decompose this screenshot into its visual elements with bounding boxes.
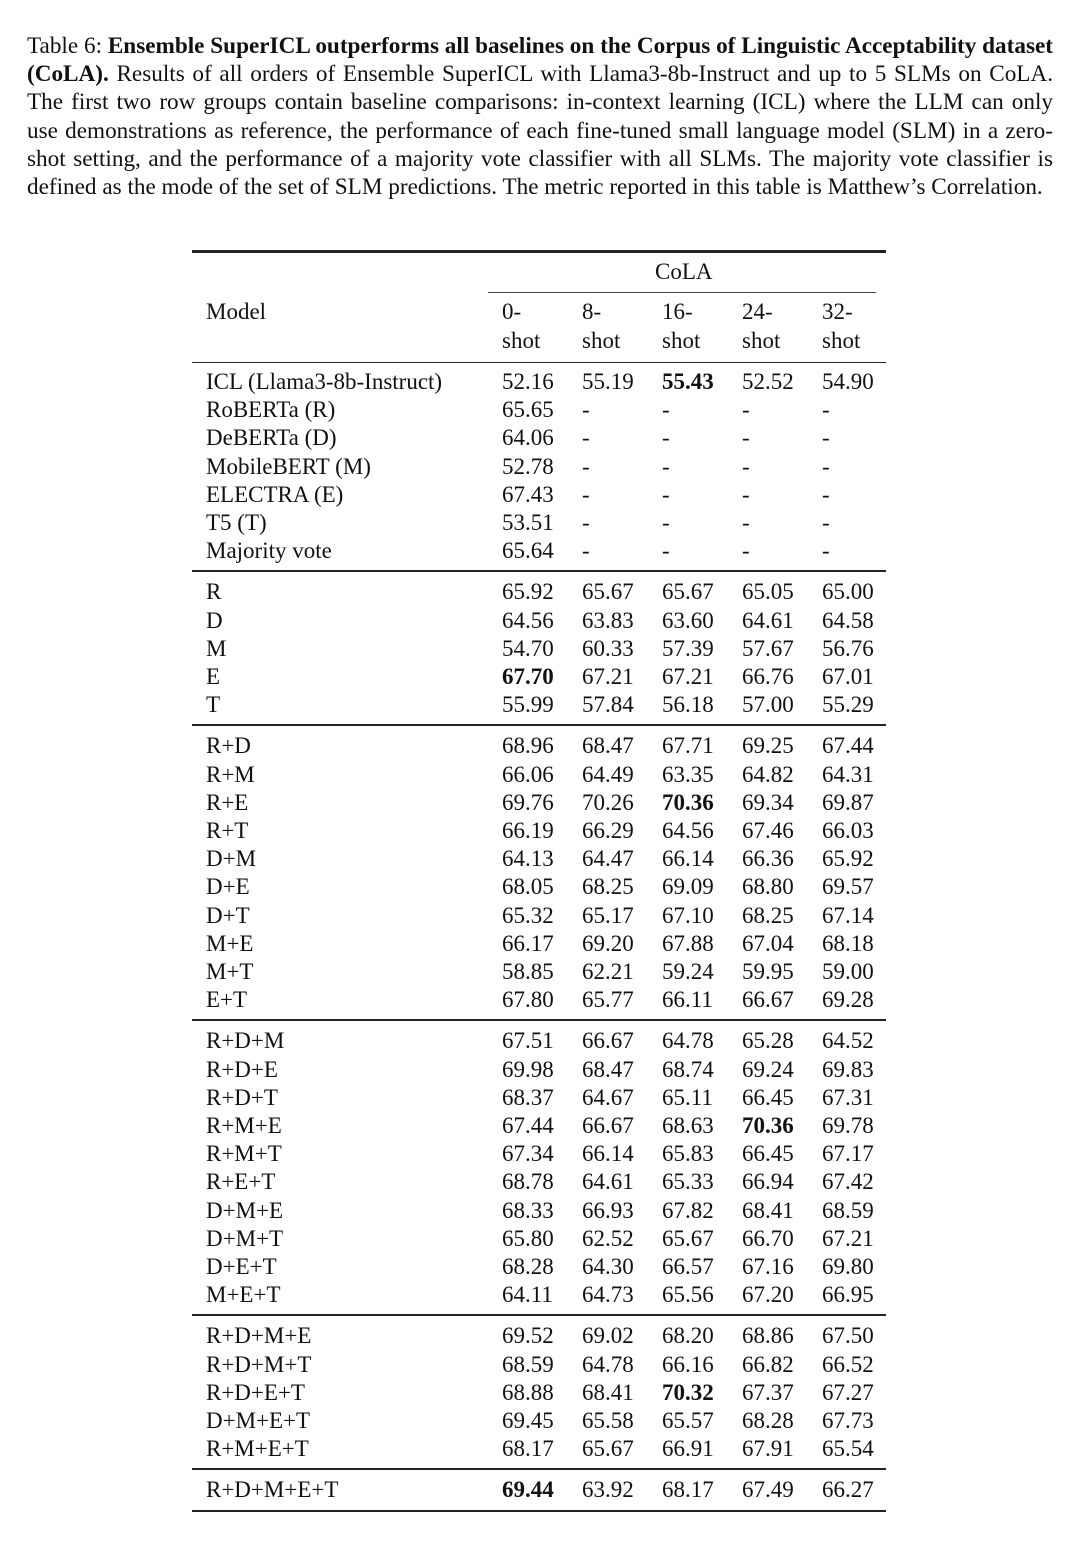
table-cell: 70.32	[662, 1379, 714, 1405]
table-cell: 68.41	[742, 1197, 794, 1223]
row-model-label: T5 (T)	[206, 510, 267, 535]
table-cell: 66.76	[742, 664, 794, 689]
table-cell: 68.63	[662, 1113, 714, 1138]
table-cell: 66.52	[822, 1351, 874, 1377]
table-cell: 67.44	[822, 733, 874, 759]
table-cell: 69.44	[502, 1477, 554, 1503]
table-cell: 66.16	[662, 1351, 714, 1377]
table-cell: -	[822, 425, 830, 451]
table-cell: 67.01	[822, 664, 874, 689]
table-cell: -	[662, 481, 670, 507]
row-model-label: MobileBERT (M)	[206, 453, 371, 479]
table-cell: 65.67	[662, 1225, 714, 1251]
table-cell: 65.77	[582, 987, 634, 1013]
table-cell: 69.45	[502, 1408, 554, 1433]
table-cell: 67.17	[822, 1141, 874, 1167]
table-cell: 66.19	[502, 818, 554, 843]
table-cell: 64.13	[502, 846, 554, 872]
table-cell: 67.42	[822, 1169, 874, 1195]
caption-label: Table 6:	[27, 33, 108, 59]
table-cell: 66.14	[582, 1141, 634, 1167]
table-cell: -	[742, 425, 750, 451]
row-model-label: R+D+E+T	[206, 1379, 305, 1405]
table-cell: 69.57	[822, 874, 874, 900]
table-cell: 67.51	[502, 1028, 554, 1054]
table-cell: 65.57	[662, 1408, 714, 1433]
table-cell: -	[662, 538, 670, 564]
header-rule	[192, 362, 886, 363]
table-cell: 67.21	[582, 664, 634, 689]
table-cell: 64.52	[822, 1028, 874, 1054]
table-cell: -	[582, 538, 590, 564]
table-cell: 69.09	[662, 874, 714, 900]
table-cell: 68.28	[742, 1408, 794, 1433]
table-cell: 66.67	[742, 987, 794, 1013]
table-cell: 57.39	[662, 635, 714, 661]
table-cell: 66.70	[742, 1225, 794, 1251]
row-model-label: R+E	[206, 789, 249, 815]
table-cell: 59.95	[742, 959, 794, 984]
table-cell: -	[742, 510, 750, 535]
table-cell: 69.78	[822, 1113, 874, 1138]
table-cell: 69.76	[502, 789, 554, 815]
table-cell: 64.78	[662, 1028, 714, 1054]
row-model-label: D+M	[206, 846, 257, 872]
table-cell: 64.31	[822, 761, 874, 787]
table-cell: -	[742, 453, 750, 479]
table-cell: 57.67	[742, 635, 794, 661]
table-cell: 67.04	[742, 930, 794, 956]
row-model-label: M+T	[206, 959, 254, 984]
table-cell: 68.74	[662, 1056, 714, 1082]
table-cell: 68.59	[822, 1197, 874, 1223]
row-model-label: R+D+M+E+T	[206, 1477, 339, 1503]
table-cell: 58.85	[502, 959, 554, 984]
table-cell: 66.29	[582, 818, 634, 843]
top-rule	[192, 250, 886, 253]
caption-text: Results of all orders of Ensemble SuperICL with Llama3-8b-Instruct and up to 5 SLMs on CoLA. The first two row groups contain baseline comparisons: in-context learning (ICL) where the LLM can only use demonstrations as reference, the performance of each fine-tuned small language model (SLM) in a zero-shot setting, and the performance of a majority vote classifier with all SLMs. The majority vote classifier is defined as the mode of the set of SLM predictions. The metric reported in this table is Matthew’s Correlation.	[27, 61, 1053, 201]
table-cell: 69.28	[822, 987, 874, 1013]
table-cell: 64.06	[502, 425, 554, 451]
table-cell: 68.28	[502, 1254, 554, 1279]
table-cell: 52.52	[742, 369, 794, 394]
table-cell: 66.91	[662, 1436, 714, 1462]
table-cell: 68.96	[502, 733, 554, 759]
table-cell: 55.19	[582, 369, 634, 394]
table-cell: 65.83	[662, 1141, 714, 1167]
table-cell: 66.67	[582, 1113, 634, 1138]
table-cell: 57.00	[742, 692, 794, 718]
table-cell: 65.64	[502, 538, 554, 564]
table-cell: 55.29	[822, 692, 874, 718]
table-cell: 65.00	[822, 579, 874, 605]
group-rule	[192, 1468, 886, 1469]
table-cell: -	[742, 538, 750, 564]
row-model-label: M	[206, 635, 227, 661]
table-cell: 65.67	[662, 579, 714, 605]
row-model-label: E	[206, 664, 221, 689]
row-model-label: D+M+T	[206, 1225, 284, 1251]
table-cell: 67.50	[822, 1323, 874, 1349]
table-cell: 66.03	[822, 818, 874, 843]
group-rule	[192, 1019, 886, 1020]
shot-header-0-0: 0-	[502, 299, 522, 324]
dataset-header: CoLA	[655, 259, 713, 284]
table-cell: -	[822, 538, 830, 564]
table-cell: 64.47	[582, 846, 634, 872]
table-cell: 69.80	[822, 1254, 874, 1279]
shot-header-0-1: shot	[502, 327, 541, 353]
table-cell: -	[662, 425, 670, 451]
table-cell: 64.58	[822, 607, 874, 633]
table-cell: 70.36	[742, 1113, 794, 1138]
row-model-label: R+M+E	[206, 1113, 282, 1138]
table-cell: 67.37	[742, 1379, 794, 1405]
table-cell: 52.78	[502, 453, 554, 479]
table-cell: 65.92	[822, 846, 874, 872]
table-cell: -	[822, 510, 830, 535]
table-cell: 68.05	[502, 874, 554, 900]
row-model-label: R+E+T	[206, 1169, 276, 1195]
table-cell: 67.27	[822, 1379, 874, 1405]
table-cell: 68.25	[582, 874, 634, 900]
table-cell: 67.80	[502, 987, 554, 1013]
row-model-label: R+D+M+E	[206, 1323, 312, 1349]
table-cell: 63.83	[582, 607, 634, 633]
table-cell: -	[742, 397, 750, 423]
group-rule	[192, 724, 886, 725]
table-cell: 65.92	[502, 579, 554, 605]
table-cell: 66.82	[742, 1351, 794, 1377]
table-cell: 67.16	[742, 1254, 794, 1279]
table-cell: 65.54	[822, 1436, 874, 1462]
row-model-label: RoBERTa (R)	[206, 397, 336, 423]
table-cell: 65.17	[582, 902, 634, 928]
row-model-label: ICL (Llama3-8b-Instruct)	[206, 369, 443, 394]
table-cell: -	[582, 425, 590, 451]
row-model-label: E+T	[206, 987, 248, 1013]
row-model-label: R+M+T	[206, 1141, 282, 1167]
table-cell: 66.93	[582, 1197, 634, 1223]
shot-header-2-0: 16-	[662, 299, 693, 324]
table-cell: 63.60	[662, 607, 714, 633]
table-cell: 67.91	[742, 1436, 794, 1462]
table-cell: 68.41	[582, 1379, 634, 1405]
table-cell: 68.88	[502, 1379, 554, 1405]
row-model-label: Majority vote	[206, 538, 332, 564]
group-rule	[192, 570, 886, 571]
table-cell: 66.45	[742, 1084, 794, 1110]
table-cell: 65.65	[502, 397, 554, 423]
table-cell: 66.11	[662, 987, 713, 1013]
table-cell: 57.84	[582, 692, 634, 718]
table-cell: 67.34	[502, 1141, 554, 1167]
table-cell: 69.24	[742, 1056, 794, 1082]
table-cell: 66.67	[582, 1028, 634, 1054]
caption-bold-title: Ensemble SuperICL outperforms all baselines on the Corpus of Linguistic Acceptability dataset (CoLA).	[27, 33, 1054, 88]
table-cell: 69.25	[742, 733, 794, 759]
table-cell: 65.67	[582, 1436, 634, 1462]
shot-header-1-0: 8-	[582, 299, 602, 324]
row-model-label: R+D+T	[206, 1084, 278, 1110]
table-cell: -	[582, 397, 590, 423]
table-cell: 66.57	[662, 1254, 714, 1279]
table-cell: 65.58	[582, 1408, 634, 1433]
shot-header-2-1: shot	[662, 327, 701, 353]
table-cell: 67.70	[502, 664, 554, 689]
row-model-label: D+E+T	[206, 1254, 277, 1279]
table-cell: -	[742, 481, 750, 507]
table-cell: 67.21	[662, 664, 714, 689]
table-cell: 67.43	[502, 481, 554, 507]
table-cell: 68.78	[502, 1169, 554, 1195]
table-cell: 64.56	[502, 607, 554, 633]
table-caption	[27, 32, 1053, 201]
table-cell: 68.17	[502, 1436, 554, 1462]
table-cell: 68.59	[502, 1351, 554, 1377]
shot-header-4-1: shot	[822, 327, 861, 353]
table-cell: 59.24	[662, 959, 714, 984]
table-cell: 67.21	[822, 1225, 874, 1251]
table-cell: 63.92	[582, 1477, 634, 1503]
table-cell: 68.80	[742, 874, 794, 900]
table-cell: 66.36	[742, 846, 794, 872]
table-cell: 65.32	[502, 902, 554, 928]
table-cell: -	[582, 453, 590, 479]
table-cell: 62.21	[582, 959, 634, 984]
table-cell: 67.82	[662, 1197, 714, 1223]
row-model-label: R+D+M	[206, 1028, 285, 1054]
table-cell: 64.61	[742, 607, 794, 633]
table-cell: 66.17	[502, 930, 554, 956]
table-cell: 66.27	[822, 1477, 874, 1503]
table-cell: 67.73	[822, 1408, 874, 1433]
row-model-label: R+D+E	[206, 1056, 278, 1082]
row-model-label: D	[206, 607, 223, 633]
table-cell: 68.37	[502, 1084, 554, 1110]
table-cell: 65.05	[742, 579, 794, 605]
table-cell: 56.18	[662, 692, 714, 718]
model-header: Model	[206, 299, 267, 324]
table-cell: 67.20	[742, 1282, 794, 1308]
table-cell: 68.47	[582, 733, 634, 759]
table-cell: 64.61	[582, 1169, 634, 1195]
table-cell: 55.43	[662, 369, 714, 394]
row-model-label: D+T	[206, 902, 250, 928]
table-cell: -	[662, 453, 670, 479]
table-cell: 66.45	[742, 1141, 794, 1167]
table-cell: 66.95	[822, 1282, 874, 1308]
table-cell: -	[662, 397, 670, 423]
table-cell: 68.17	[662, 1477, 714, 1503]
table-cell: 64.30	[582, 1254, 634, 1279]
table-cell: 64.11	[502, 1282, 553, 1308]
table-cell: 70.36	[662, 789, 714, 815]
row-model-label: D+M+E+T	[206, 1408, 311, 1433]
table-cell: 67.14	[822, 902, 874, 928]
table-cell: -	[822, 481, 830, 507]
table-cell: 68.33	[502, 1197, 554, 1223]
table-cell: 69.83	[822, 1056, 874, 1082]
table-cell: -	[582, 481, 590, 507]
table-cell: 65.33	[662, 1169, 714, 1195]
table-cell: 55.99	[502, 692, 554, 718]
table-cell: 65.28	[742, 1028, 794, 1054]
row-model-label: R	[206, 579, 222, 605]
table-cell: 69.02	[582, 1323, 634, 1349]
table-cell: -	[822, 397, 830, 423]
table-cell: 67.49	[742, 1477, 794, 1503]
table-cell: 67.10	[662, 902, 714, 928]
table-cell: 68.18	[822, 930, 874, 956]
table-cell: 64.56	[662, 818, 714, 843]
row-model-label: DeBERTa (D)	[206, 425, 337, 451]
table-cell: 69.52	[502, 1323, 554, 1349]
table-cell: 67.44	[502, 1113, 554, 1138]
shot-header-3-1: shot	[742, 327, 781, 353]
table-cell: 69.20	[582, 930, 634, 956]
row-model-label: ELECTRA (E)	[206, 481, 344, 507]
table-cell: 53.51	[502, 510, 554, 535]
table-cell: 64.82	[742, 761, 794, 787]
dataset-cmidrule	[488, 292, 876, 293]
table-cell: -	[822, 453, 830, 479]
table-cell: 68.86	[742, 1323, 794, 1349]
row-model-label: T	[206, 692, 221, 718]
row-model-label: R+D+M+T	[206, 1351, 312, 1377]
table-cell: 59.00	[822, 959, 874, 984]
row-model-label: D+E	[206, 874, 250, 900]
shot-header-4-0: 32-	[822, 299, 853, 324]
table-cell: 68.47	[582, 1056, 634, 1082]
table-cell: 64.73	[582, 1282, 634, 1308]
table-cell: 60.33	[582, 635, 634, 661]
shot-header-3-0: 24-	[742, 299, 773, 324]
table-cell: 65.80	[502, 1225, 554, 1251]
row-model-label: R+M+E+T	[206, 1436, 309, 1462]
table-cell: 67.46	[742, 818, 794, 843]
table-cell: 54.70	[502, 635, 554, 661]
row-model-label: M+E+T	[206, 1282, 281, 1308]
shot-header-1-1: shot	[582, 327, 621, 353]
table-cell: 64.67	[582, 1084, 634, 1110]
table-cell: 68.25	[742, 902, 794, 928]
table-cell: 62.52	[582, 1225, 634, 1251]
row-model-label: M+E	[206, 930, 254, 956]
row-model-label: R+M	[206, 761, 255, 787]
table-cell: 67.88	[662, 930, 714, 956]
table-cell: 56.76	[822, 635, 874, 661]
table-cell: 69.34	[742, 789, 794, 815]
table-cell: 65.56	[662, 1282, 714, 1308]
table-cell: 63.35	[662, 761, 714, 787]
table-cell: 52.16	[502, 369, 554, 394]
table-cell: -	[662, 510, 670, 535]
table-cell: 66.94	[742, 1169, 794, 1195]
table-cell: 54.90	[822, 369, 874, 394]
table-cell: 67.31	[822, 1084, 874, 1110]
row-model-label: D+M+E	[206, 1197, 284, 1223]
bottom-rule	[192, 1510, 886, 1513]
group-rule	[192, 1314, 886, 1315]
table-cell: 70.26	[582, 789, 634, 815]
table-cell: 65.67	[582, 579, 634, 605]
table-cell: 67.71	[662, 733, 714, 759]
table-cell: 64.78	[582, 1351, 634, 1377]
table-cell: 69.87	[822, 789, 874, 815]
table-cell: 66.06	[502, 761, 554, 787]
table-cell: 65.11	[662, 1084, 713, 1110]
row-model-label: R+D	[206, 733, 251, 759]
row-model-label: R+T	[206, 818, 249, 843]
table-cell: 69.98	[502, 1056, 554, 1082]
table-cell: 64.49	[582, 761, 634, 787]
table-cell: -	[582, 510, 590, 535]
table-cell: 66.14	[662, 846, 714, 872]
table-cell: 68.20	[662, 1323, 714, 1349]
